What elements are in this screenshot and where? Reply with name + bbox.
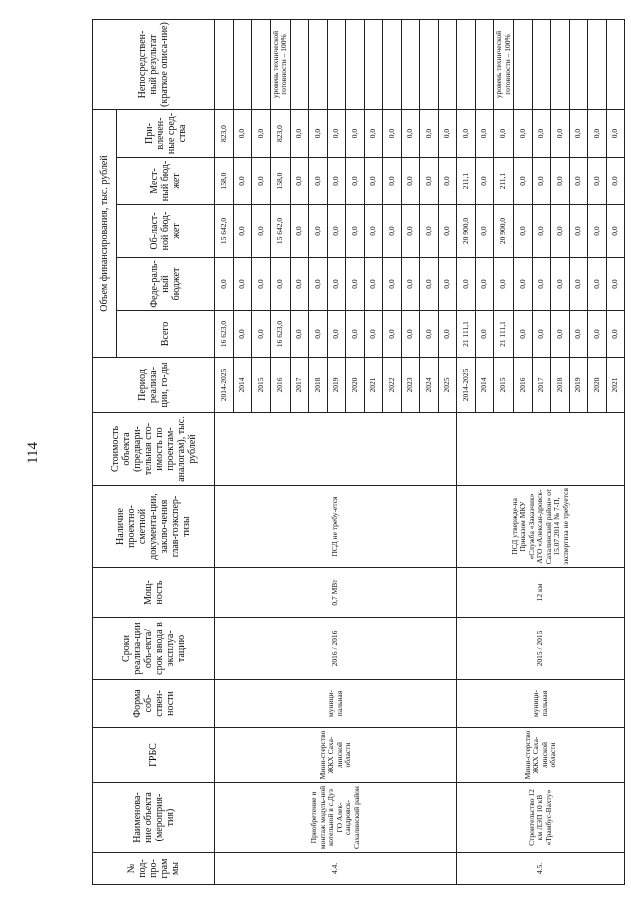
local-cell: 0,0: [233, 158, 252, 205]
result-cell: [569, 20, 588, 110]
attracted-cell: 0,0: [327, 110, 346, 158]
regional-cell: 0,0: [383, 205, 402, 258]
regional-cell: 20 900,0: [494, 205, 514, 258]
total-cell: 0,0: [588, 311, 607, 358]
federal-cell: 0,0: [514, 258, 533, 311]
attracted-cell: 0,0: [514, 110, 533, 158]
total-cell: 0,0: [514, 311, 533, 358]
period-cell: 2016: [514, 358, 533, 413]
result-cell: [532, 20, 551, 110]
attracted-cell: 0,0: [588, 110, 607, 158]
local-cell: 0,0: [401, 158, 420, 205]
regional-cell: 0,0: [606, 205, 625, 258]
period-cell: 2014: [475, 358, 494, 413]
total-cell: 0,0: [606, 311, 625, 358]
header-local: Мест-ный бюд-жет: [117, 158, 215, 205]
result-cell: [514, 20, 533, 110]
federal-cell: 0,0: [457, 258, 476, 311]
federal-cell: 0,0: [606, 258, 625, 311]
attracted-cell: 0,0: [364, 110, 383, 158]
regional-cell: 0,0: [588, 205, 607, 258]
regional-cell: 0,0: [290, 205, 309, 258]
header-grbs: ГРБС: [93, 728, 215, 783]
header-capacity: Мощ-ность: [93, 568, 215, 618]
federal-cell: 0,0: [270, 258, 290, 311]
federal-cell: 0,0: [494, 258, 514, 311]
header-num: № под-про-грам мы: [93, 853, 215, 885]
period-cell: 2021: [364, 358, 383, 413]
attracted-cell: 0,0: [290, 110, 309, 158]
federal-cell: 0,0: [309, 258, 328, 311]
regional-cell: 0,0: [551, 205, 570, 258]
header-cost: Стоимость объекта (предвари-тельная сто-имость по проектам-аналогам), тыс. рублей: [93, 413, 215, 486]
period-cell: 2025: [438, 358, 457, 413]
local-cell: 0,0: [290, 158, 309, 205]
total-cell: 0,0: [551, 311, 570, 358]
local-cell: 0,0: [383, 158, 402, 205]
local-cell: 0,0: [420, 158, 439, 205]
table-header: [93, 20, 215, 885]
attracted-cell: 823,0: [215, 110, 234, 158]
table-row: [215, 20, 234, 885]
attracted-cell: 0,0: [475, 110, 494, 158]
regional-cell: 0,0: [233, 205, 252, 258]
attracted-cell: 0,0: [569, 110, 588, 158]
object-num: 4.4.: [215, 853, 457, 885]
result-cell: [420, 20, 439, 110]
page-number: 114: [25, 442, 41, 464]
local-cell: 0,0: [588, 158, 607, 205]
local-cell: 0,0: [346, 158, 365, 205]
period-cell: 2016: [270, 358, 290, 413]
local-cell: 158,0: [215, 158, 234, 205]
local-cell: 211,1: [457, 158, 476, 205]
object-name: Приобретение и монтаж модуль-ной котельной в с.Дуэ ГО Алек-сандровск-Сахалинский район: [215, 783, 457, 853]
object-ownership: муници-пальная: [457, 680, 625, 728]
total-cell: 0,0: [309, 311, 328, 358]
header-period: Период реализа-ции, го-ды: [93, 358, 215, 413]
local-cell: 0,0: [551, 158, 570, 205]
period-cell: 2020: [588, 358, 607, 413]
object-cost: [215, 413, 457, 486]
regional-cell: 0,0: [309, 205, 328, 258]
result-cell: уровень технической готовности – 100%: [270, 20, 290, 110]
period-cell: 2022: [383, 358, 402, 413]
result-cell: [475, 20, 494, 110]
object-psd: ПСД утвержде-на Приказом МКУ «Служба «Заказчик» АГО «Алексан-дровск-Сахалинский район» от 15.07.2014 № 7-П, экспертиза не требуется: [457, 486, 625, 568]
regional-cell: 0,0: [327, 205, 346, 258]
header-regional: Об-ласт-ной бюд-жет: [117, 205, 215, 258]
attracted-cell: 0,0: [457, 110, 476, 158]
period-cell: 2018: [551, 358, 570, 413]
total-cell: 0,0: [364, 311, 383, 358]
object-terms: 2016 / 2016: [215, 618, 457, 680]
attracted-cell: 0,0: [401, 110, 420, 158]
federal-cell: 0,0: [532, 258, 551, 311]
regional-cell: 0,0: [364, 205, 383, 258]
period-cell: 2019: [327, 358, 346, 413]
federal-cell: 0,0: [475, 258, 494, 311]
result-cell: [252, 20, 271, 110]
federal-cell: 0,0: [401, 258, 420, 311]
local-cell: 0,0: [327, 158, 346, 205]
federal-cell: 0,0: [420, 258, 439, 311]
regional-cell: 0,0: [532, 205, 551, 258]
attracted-cell: 0,0: [532, 110, 551, 158]
total-cell: 0,0: [401, 311, 420, 358]
total-cell: 0,0: [290, 311, 309, 358]
header-federal: Феде-раль-ный бюджет: [117, 258, 215, 311]
result-cell: [290, 20, 309, 110]
federal-cell: 0,0: [551, 258, 570, 311]
header-attracted: При-влечен-ные сред-ства: [117, 110, 215, 158]
object-ownership: муници-пальная: [215, 680, 457, 728]
federal-cell: 0,0: [346, 258, 365, 311]
local-cell: 0,0: [606, 158, 625, 205]
federal-cell: 0,0: [588, 258, 607, 311]
period-cell: 2024: [420, 358, 439, 413]
result-cell: [551, 20, 570, 110]
total-cell: 0,0: [383, 311, 402, 358]
regional-cell: 0,0: [252, 205, 271, 258]
regional-cell: 15 642,0: [215, 205, 234, 258]
period-cell: 2014: [233, 358, 252, 413]
object-grbs: Мини-стерство ЖКХ Саха-линской области: [457, 728, 625, 783]
regional-cell: 0,0: [420, 205, 439, 258]
result-cell: [327, 20, 346, 110]
federal-cell: 0,0: [569, 258, 588, 311]
attracted-cell: 0,0: [383, 110, 402, 158]
attracted-cell: 0,0: [606, 110, 625, 158]
result-cell: [438, 20, 457, 110]
header-psd: Наличие проектно-сметной документа-ции, заклю-чения глав-гоэкспер-тизы: [93, 486, 215, 568]
total-cell: 0,0: [420, 311, 439, 358]
object-psd: ПСД не требу-ется: [215, 486, 457, 568]
result-cell: [383, 20, 402, 110]
period-cell: 2015: [494, 358, 514, 413]
regional-cell: 0,0: [569, 205, 588, 258]
object-grbs: Мини-стерство ЖКХ Саха-линской области: [215, 728, 457, 783]
header-ownership: Форма соб-ствен-ности: [93, 680, 215, 728]
local-cell: 0,0: [252, 158, 271, 205]
header-total: Всего: [117, 311, 215, 358]
result-cell: [457, 20, 476, 110]
regional-cell: 0,0: [475, 205, 494, 258]
total-cell: 0,0: [569, 311, 588, 358]
local-cell: 0,0: [364, 158, 383, 205]
total-cell: 0,0: [252, 311, 271, 358]
period-cell: 2023: [401, 358, 420, 413]
regional-cell: 0,0: [401, 205, 420, 258]
local-cell: 0,0: [569, 158, 588, 205]
federal-cell: 0,0: [438, 258, 457, 311]
regional-cell: 15 642,0: [270, 205, 290, 258]
regional-cell: 20 900,0: [457, 205, 476, 258]
object-cost: [457, 413, 625, 486]
result-cell: [401, 20, 420, 110]
total-cell: 16 623,0: [270, 311, 290, 358]
result-cell: [364, 20, 383, 110]
total-cell: 0,0: [346, 311, 365, 358]
attracted-cell: 0,0: [420, 110, 439, 158]
regional-cell: 0,0: [346, 205, 365, 258]
local-cell: 158,0: [270, 158, 290, 205]
federal-cell: 0,0: [327, 258, 346, 311]
table-body: [215, 20, 625, 885]
total-cell: 0,0: [233, 311, 252, 358]
result-cell: [215, 20, 234, 110]
federal-cell: 0,0: [290, 258, 309, 311]
total-cell: 21 111,1: [457, 311, 476, 358]
attracted-cell: 0,0: [233, 110, 252, 158]
local-cell: 0,0: [532, 158, 551, 205]
total-cell: 16 623,0: [215, 311, 234, 358]
table-row: [457, 20, 476, 885]
federal-cell: 0,0: [383, 258, 402, 311]
attracted-cell: 0,0: [438, 110, 457, 158]
federal-cell: 0,0: [233, 258, 252, 311]
attracted-cell: 0,0: [494, 110, 514, 158]
attracted-cell: 0,0: [309, 110, 328, 158]
financing-table: [92, 19, 625, 885]
object-capacity: 12 км: [457, 568, 625, 618]
object-capacity: 0,7 МВт: [215, 568, 457, 618]
local-cell: 0,0: [475, 158, 494, 205]
period-cell: 2015: [252, 358, 271, 413]
period-cell: 2019: [569, 358, 588, 413]
header-result: Непосредствен-ный результат (краткое описа-ние): [93, 20, 215, 110]
regional-cell: 0,0: [514, 205, 533, 258]
local-cell: 0,0: [438, 158, 457, 205]
total-cell: 0,0: [475, 311, 494, 358]
header-financing-group: Объем финансирования, тыс. рублей: [93, 110, 117, 358]
result-cell: уровень технической готовности – 100%: [494, 20, 514, 110]
attracted-cell: 823,0: [270, 110, 290, 158]
federal-cell: 0,0: [252, 258, 271, 311]
object-num: 4.5.: [457, 853, 625, 885]
local-cell: 0,0: [514, 158, 533, 205]
attracted-cell: 0,0: [252, 110, 271, 158]
result-cell: [588, 20, 607, 110]
total-cell: 0,0: [438, 311, 457, 358]
period-cell: 2020: [346, 358, 365, 413]
object-terms: 2015 / 2015: [457, 618, 625, 680]
result-cell: [346, 20, 365, 110]
federal-cell: 0,0: [364, 258, 383, 311]
local-cell: 0,0: [309, 158, 328, 205]
attracted-cell: 0,0: [551, 110, 570, 158]
local-cell: 211,1: [494, 158, 514, 205]
attracted-cell: 0,0: [346, 110, 365, 158]
total-cell: 21 111,1: [494, 311, 514, 358]
result-cell: [606, 20, 625, 110]
object-name: Строительство 12 км ЛЭП 10 кВ «Трамбус-Вахту»: [457, 783, 625, 853]
period-cell: 2018: [309, 358, 328, 413]
total-cell: 0,0: [327, 311, 346, 358]
result-cell: [309, 20, 328, 110]
federal-cell: 0,0: [215, 258, 234, 311]
period-cell: 2017: [532, 358, 551, 413]
total-cell: 0,0: [532, 311, 551, 358]
regional-cell: 0,0: [438, 205, 457, 258]
period-cell: 2017: [290, 358, 309, 413]
header-name: Наименова-ние объекта (мероприя-тия): [93, 783, 215, 853]
period-cell: 2014-2025: [215, 358, 234, 413]
period-cell: 2014-2025: [457, 358, 476, 413]
result-cell: [233, 20, 252, 110]
rotated-page-container: [92, 20, 619, 885]
header-terms: Сроки реализа-ции объ-екта/срок ввода в эксплуа-тацию: [93, 618, 215, 680]
period-cell: 2021: [606, 358, 625, 413]
